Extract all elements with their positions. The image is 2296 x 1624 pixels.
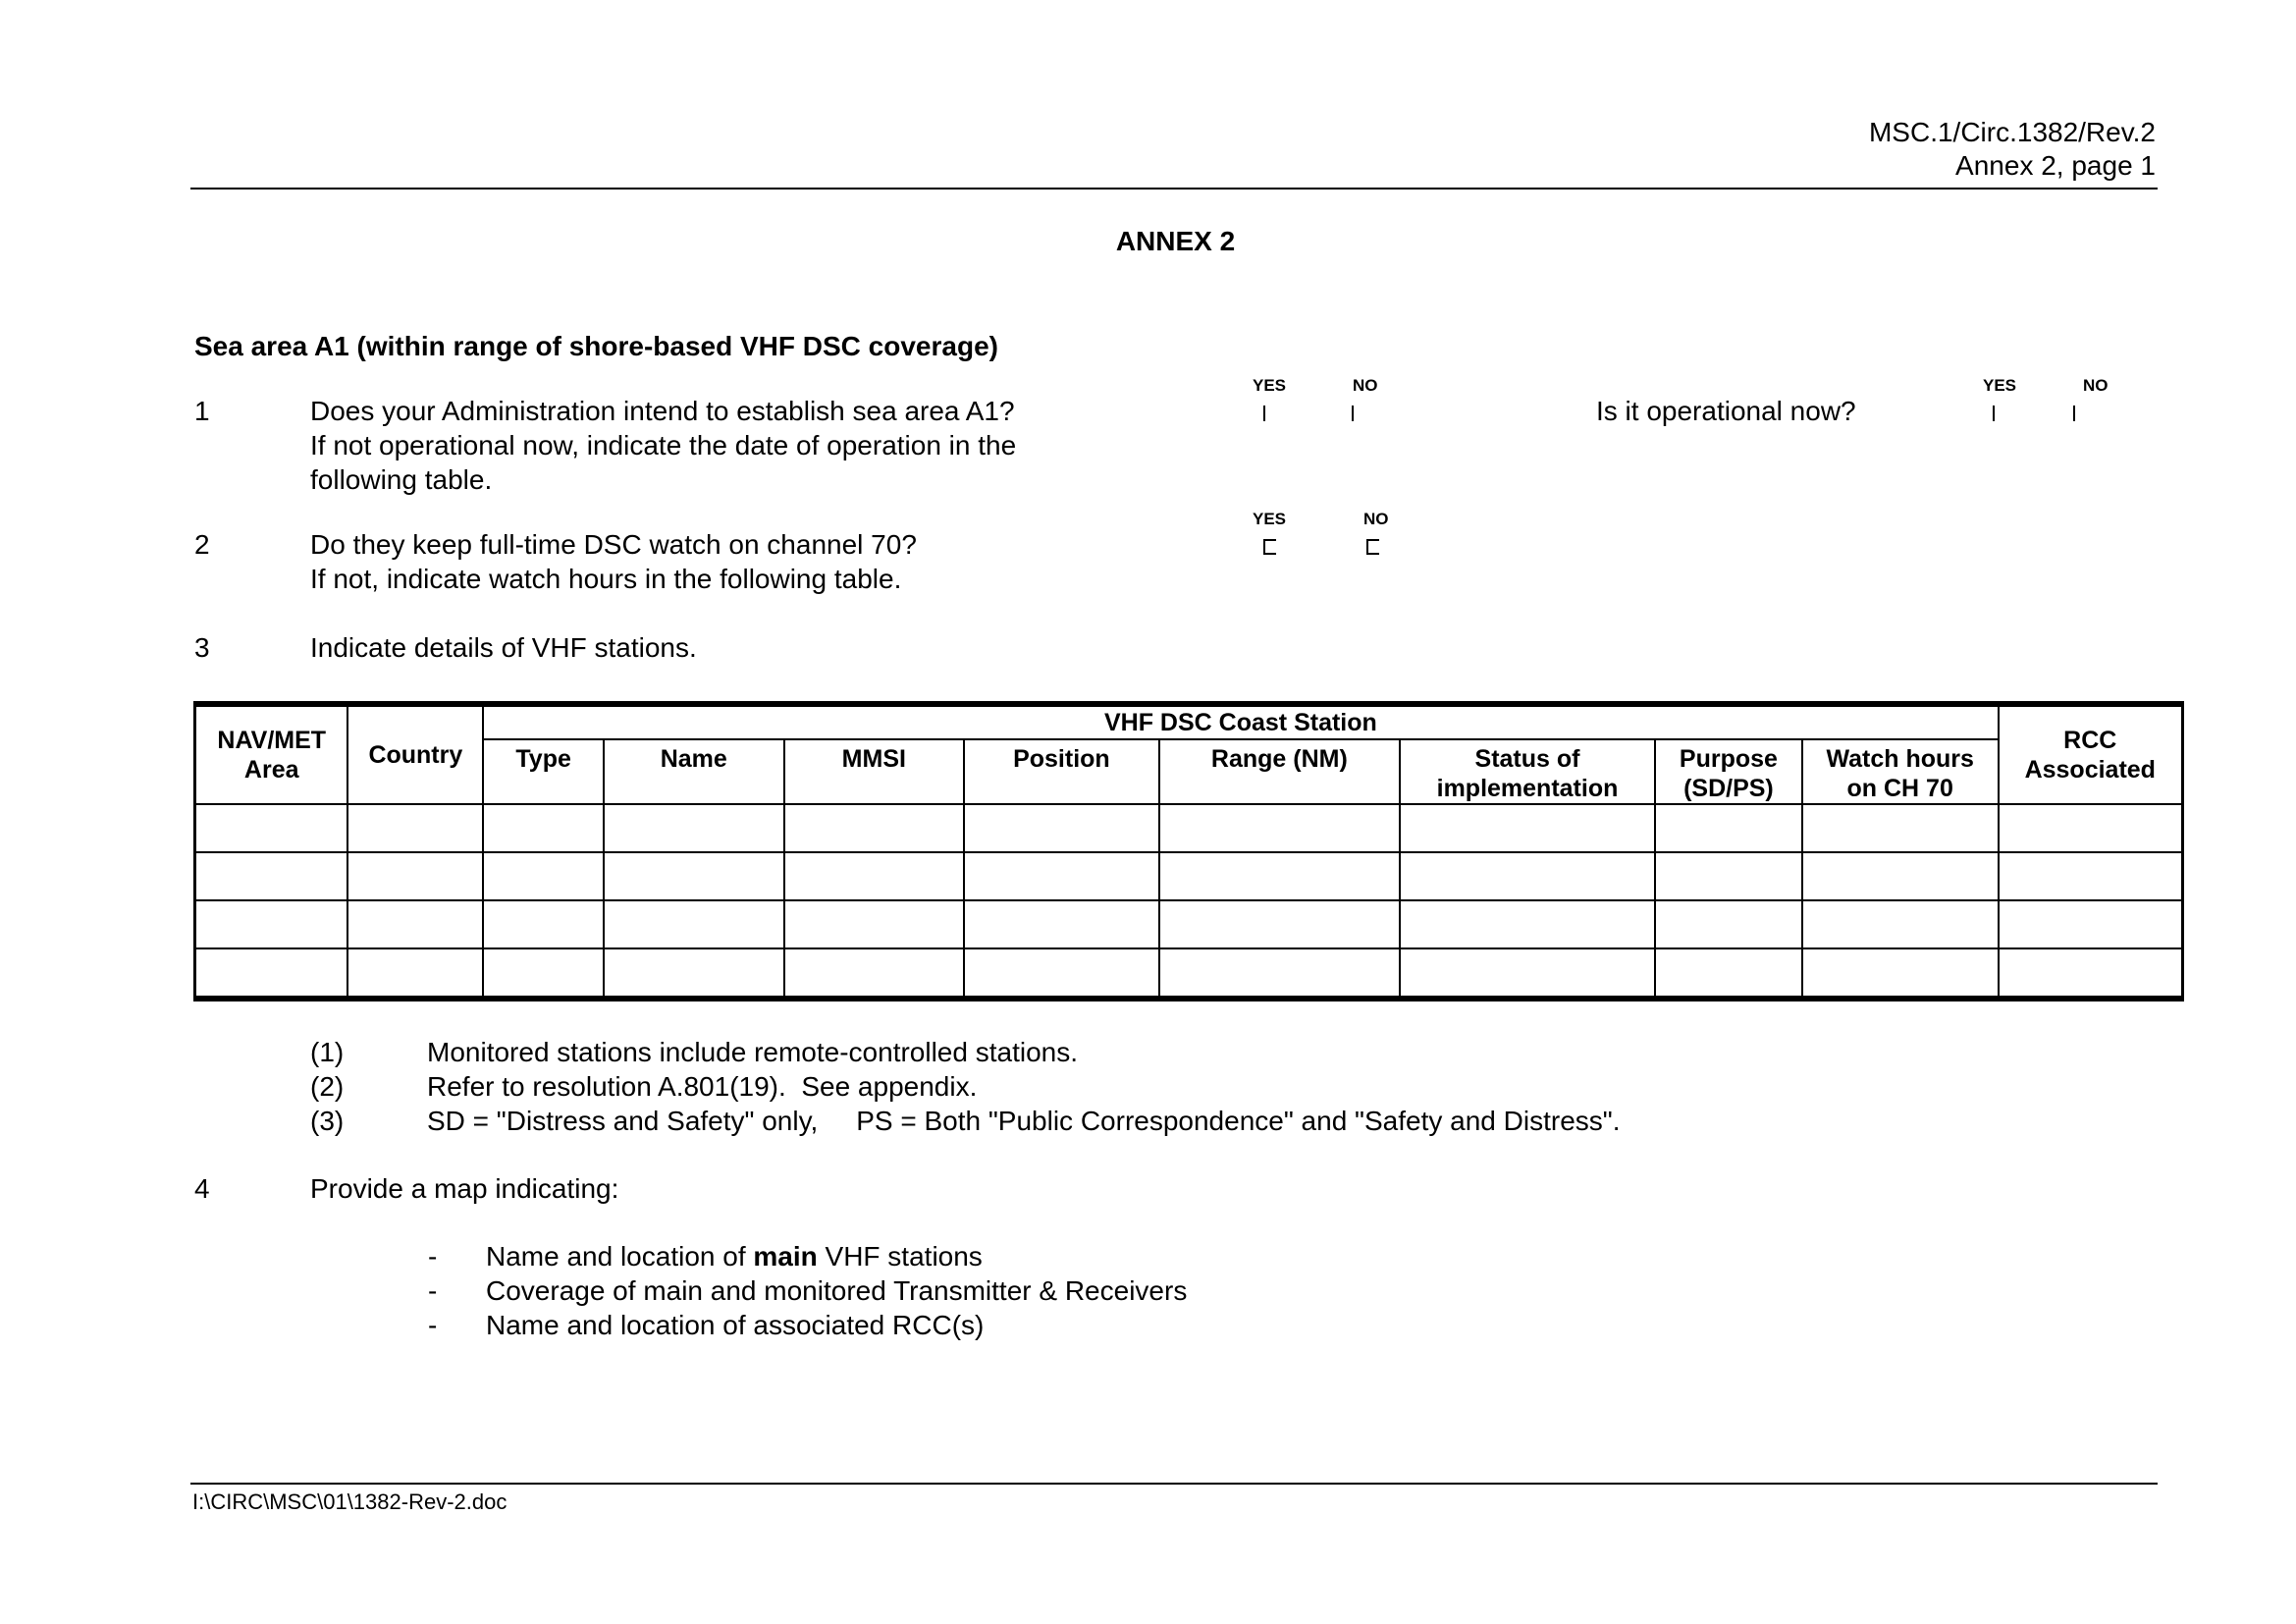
q3-number: 3 — [194, 632, 210, 663]
note-1-number: (1) — [310, 1037, 345, 1067]
note-2-text: Refer to resolution A.801(19). See appendix. — [427, 1071, 978, 1102]
bullet-1-post: VHF stations — [817, 1241, 983, 1272]
q2-line2: If not, indicate watch hours in the following table. — [310, 564, 902, 594]
q1-operational-question: Is it operational now? — [1596, 396, 1856, 426]
bullet-1-dash: - — [428, 1241, 438, 1272]
group-vhf-dsc-coast-station: VHF DSC Coast Station — [483, 704, 1998, 739]
col-purpose: Purpose (SD/PS) — [1655, 739, 1802, 804]
document-reference: MSC.1/Circ.1382/Rev.2 — [1868, 117, 2156, 147]
col-rcc-associated: RCC Associated — [1999, 704, 2183, 804]
col-range: Range (NM) — [1159, 739, 1400, 804]
q2-yes-label: YES — [1253, 510, 1287, 528]
q1-yes-label: YES — [1253, 376, 1287, 395]
q4-number: 4 — [194, 1173, 210, 1204]
col-country: Country — [347, 704, 483, 804]
bullet-3-dash: - — [428, 1310, 438, 1340]
q1-no-checkbox[interactable] — [1352, 406, 1354, 421]
vhf-stations-table — [193, 701, 2184, 1001]
footer-file-path: I:\CIRC\MSC\01\1382-Rev-2.doc — [192, 1489, 507, 1514]
col-position: Position — [964, 739, 1159, 804]
bullet-1-bold: main — [753, 1241, 818, 1272]
col-name: Name — [604, 739, 784, 804]
q1-line3: following table. — [310, 464, 493, 495]
q1b-no-checkbox[interactable] — [2073, 406, 2075, 421]
q4-text: Provide a map indicating: — [310, 1173, 619, 1204]
q1-line1: Does your Administration intend to establish sea area A1? — [310, 396, 1015, 426]
col-mmsi: MMSI — [784, 739, 965, 804]
bullet-1-text — [486, 1240, 983, 1273]
col-type: Type — [483, 739, 604, 804]
col-watch-hours: Watch hours on CH 70 — [1802, 739, 1999, 804]
table-row — [195, 804, 2183, 852]
q2-no-checkbox[interactable] — [1366, 539, 1379, 555]
q1b-yes-checkbox[interactable] — [1993, 406, 1995, 421]
bullet-3-text: Name and location of associated RCC(s) — [486, 1310, 985, 1340]
q2-no-label: NO — [1363, 510, 1389, 528]
page-reference: Annex 2, page 1 — [1955, 150, 2156, 181]
q1-no-label: NO — [1353, 376, 1378, 395]
note-2-number: (2) — [310, 1071, 345, 1102]
table-row — [195, 852, 2183, 900]
note-3-text: SD = "Distress and Safety" only, PS = Both "Public Correspondence" and "Safety and Distress". — [427, 1106, 1621, 1136]
col-navmet-area: NAV/MET Area — [195, 704, 348, 804]
table-row — [195, 948, 2183, 999]
bullet-2-dash: - — [428, 1275, 438, 1306]
bullet-2-text: Coverage of main and monitored Transmitter & Receivers — [486, 1275, 1188, 1306]
bullet-1-pre: Name and location of — [486, 1241, 754, 1272]
annex-title: ANNEX 2 — [1115, 226, 1236, 256]
q2-number: 2 — [194, 529, 210, 560]
q1-line2: If not operational now, indicate the date of operation in the — [310, 430, 1017, 460]
q1-yes-checkbox[interactable] — [1263, 406, 1265, 421]
q1-number: 1 — [194, 396, 210, 426]
q2-line1: Do they keep full-time DSC watch on channel 70? — [310, 529, 917, 560]
q1b-yes-label: YES — [1983, 376, 2017, 395]
q1b-no-label: NO — [2083, 376, 2109, 395]
section-heading: Sea area A1 (within range of shore-based VHF DSC coverage) — [194, 331, 998, 361]
note-1-text: Monitored stations include remote-controlled stations. — [427, 1037, 1079, 1067]
col-status: Status of implementation — [1400, 739, 1655, 804]
q2-yes-checkbox[interactable] — [1263, 539, 1276, 555]
table-row — [195, 900, 2183, 948]
q3-text: Indicate details of VHF stations. — [310, 632, 697, 663]
header-rule — [190, 188, 2158, 189]
footer-rule — [190, 1483, 2158, 1485]
note-3-number: (3) — [310, 1106, 345, 1136]
